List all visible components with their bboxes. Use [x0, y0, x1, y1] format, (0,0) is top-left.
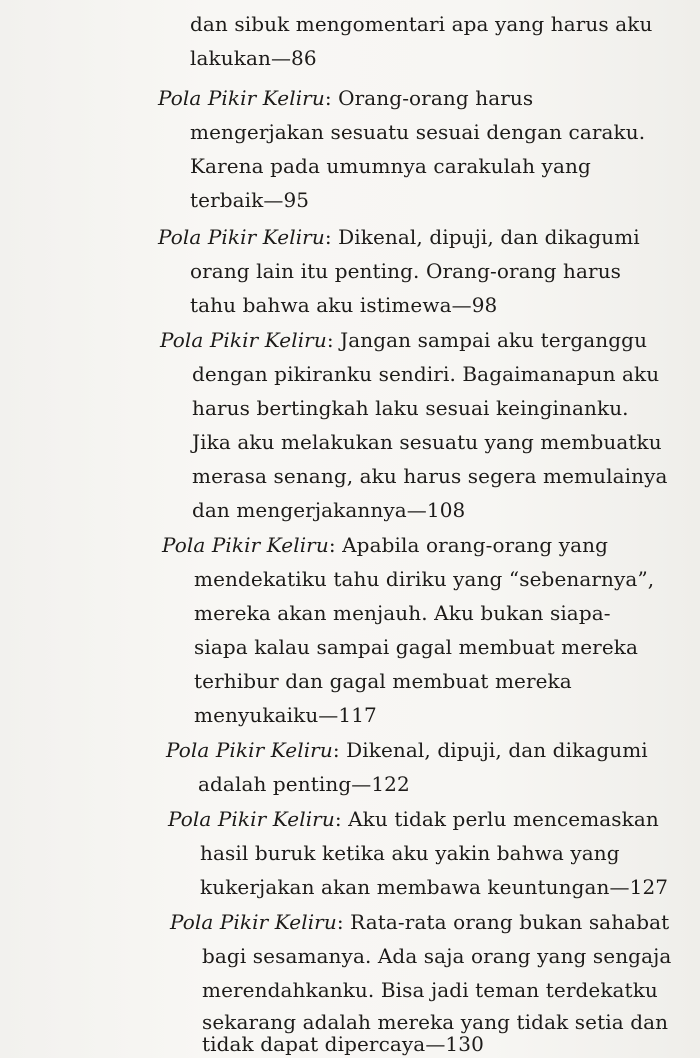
entry-5-line-0	[166, 738, 648, 762]
entry-0-line-1: lakukan—86	[190, 46, 317, 70]
entry-3-text: : Jangan sampai aku terganggu	[326, 328, 648, 352]
entry-2-line-0	[158, 225, 640, 249]
entry-0-line-0: dan sibuk mengomentari apa yang harus aku	[190, 12, 653, 36]
entry-2-label: Pola Pikir Keliru	[158, 225, 325, 249]
entry-1-line-0	[158, 86, 533, 110]
entry-7-line-4: tidak dapat dipercaya—130	[202, 1032, 484, 1056]
entry-4-line-2: mereka akan menjauh. Aku bukan siapa-	[194, 601, 611, 625]
entry-1-line-3: terbaik—95	[190, 188, 310, 212]
entry-3-line-3: Jika aku melakukan sesuatu yang membuatku	[192, 430, 662, 454]
entry-7-line-3: sekarang adalah mereka yang tidak setia dan	[202, 1010, 669, 1034]
entry-1-line-1: mengerjakan sesuatu sesuai dengan caraku.	[190, 120, 646, 144]
entry-6-line-0	[168, 807, 659, 831]
entry-3-line-1: dengan pikiranku sendiri. Bagaimanapun aku	[192, 362, 660, 386]
entry-4-line-5: menyukaiku—117	[194, 703, 377, 727]
entry-3-line-4: merasa senang, aku harus segera memulainya	[192, 464, 668, 488]
entry-4-label: Pola Pikir Keliru	[162, 533, 329, 557]
entry-5-line-1: adalah penting—122	[198, 772, 410, 796]
entry-4-line-0	[162, 533, 608, 557]
entry-7-line-0	[170, 910, 669, 934]
entry-4-line-1: mendekatiku tahu diriku yang “sebenarnya”,	[194, 567, 655, 591]
entry-7-label: Pola Pikir Keliru	[170, 910, 337, 934]
entry-3-label: Pola Pikir Keliru	[160, 328, 327, 352]
entry-4-line-3: siapa kalau sampai gagal membuat mereka	[194, 635, 639, 659]
entry-3-line-2: harus bertingkah laku sesuai keinginanku.	[192, 396, 629, 420]
entry-4-line-4: terhibur dan gagal membuat mereka	[194, 669, 572, 693]
entry-1-line-2: Karena pada umumnya carakulah yang	[190, 154, 591, 178]
entry-6-text: : Aku tidak perlu mencemaskan	[334, 807, 659, 831]
entry-2-line-2: tahu bahwa aku istimewa—98	[190, 293, 498, 317]
entry-3-line-0	[160, 328, 647, 352]
entry-4-text: : Apabila orang-orang yang	[328, 533, 609, 557]
entry-5-text: : Dikenal, dipuji, dan dikagumi	[332, 738, 648, 762]
entry-3-line-5: dan mengerjakannya—108	[192, 498, 466, 522]
entry-7-line-1: bagi sesamanya. Ada saja orang yang sengaja	[202, 944, 672, 968]
entry-7-line-2: merendahkanku. Bisa jadi teman terdekatku	[202, 978, 658, 1002]
entry-5-label: Pola Pikir Keliru	[166, 738, 333, 762]
entry-7-text: : Rata-rata orang bukan sahabat	[336, 910, 670, 934]
entry-6-label: Pola Pikir Keliru	[168, 807, 335, 831]
entry-6-line-1: hasil buruk ketika aku yakin bahwa yang	[200, 841, 620, 865]
entry-1-text: : Orang-orang harus	[324, 86, 534, 110]
entry-2-text: : Dikenal, dipuji, dan dikagumi	[324, 225, 640, 249]
entry-6-line-2: kukerjakan akan membawa keuntungan—127	[200, 875, 669, 899]
entry-2-line-1: orang lain itu penting. Orang-orang harus	[190, 259, 622, 283]
entry-1-label: Pola Pikir Keliru	[158, 86, 325, 110]
